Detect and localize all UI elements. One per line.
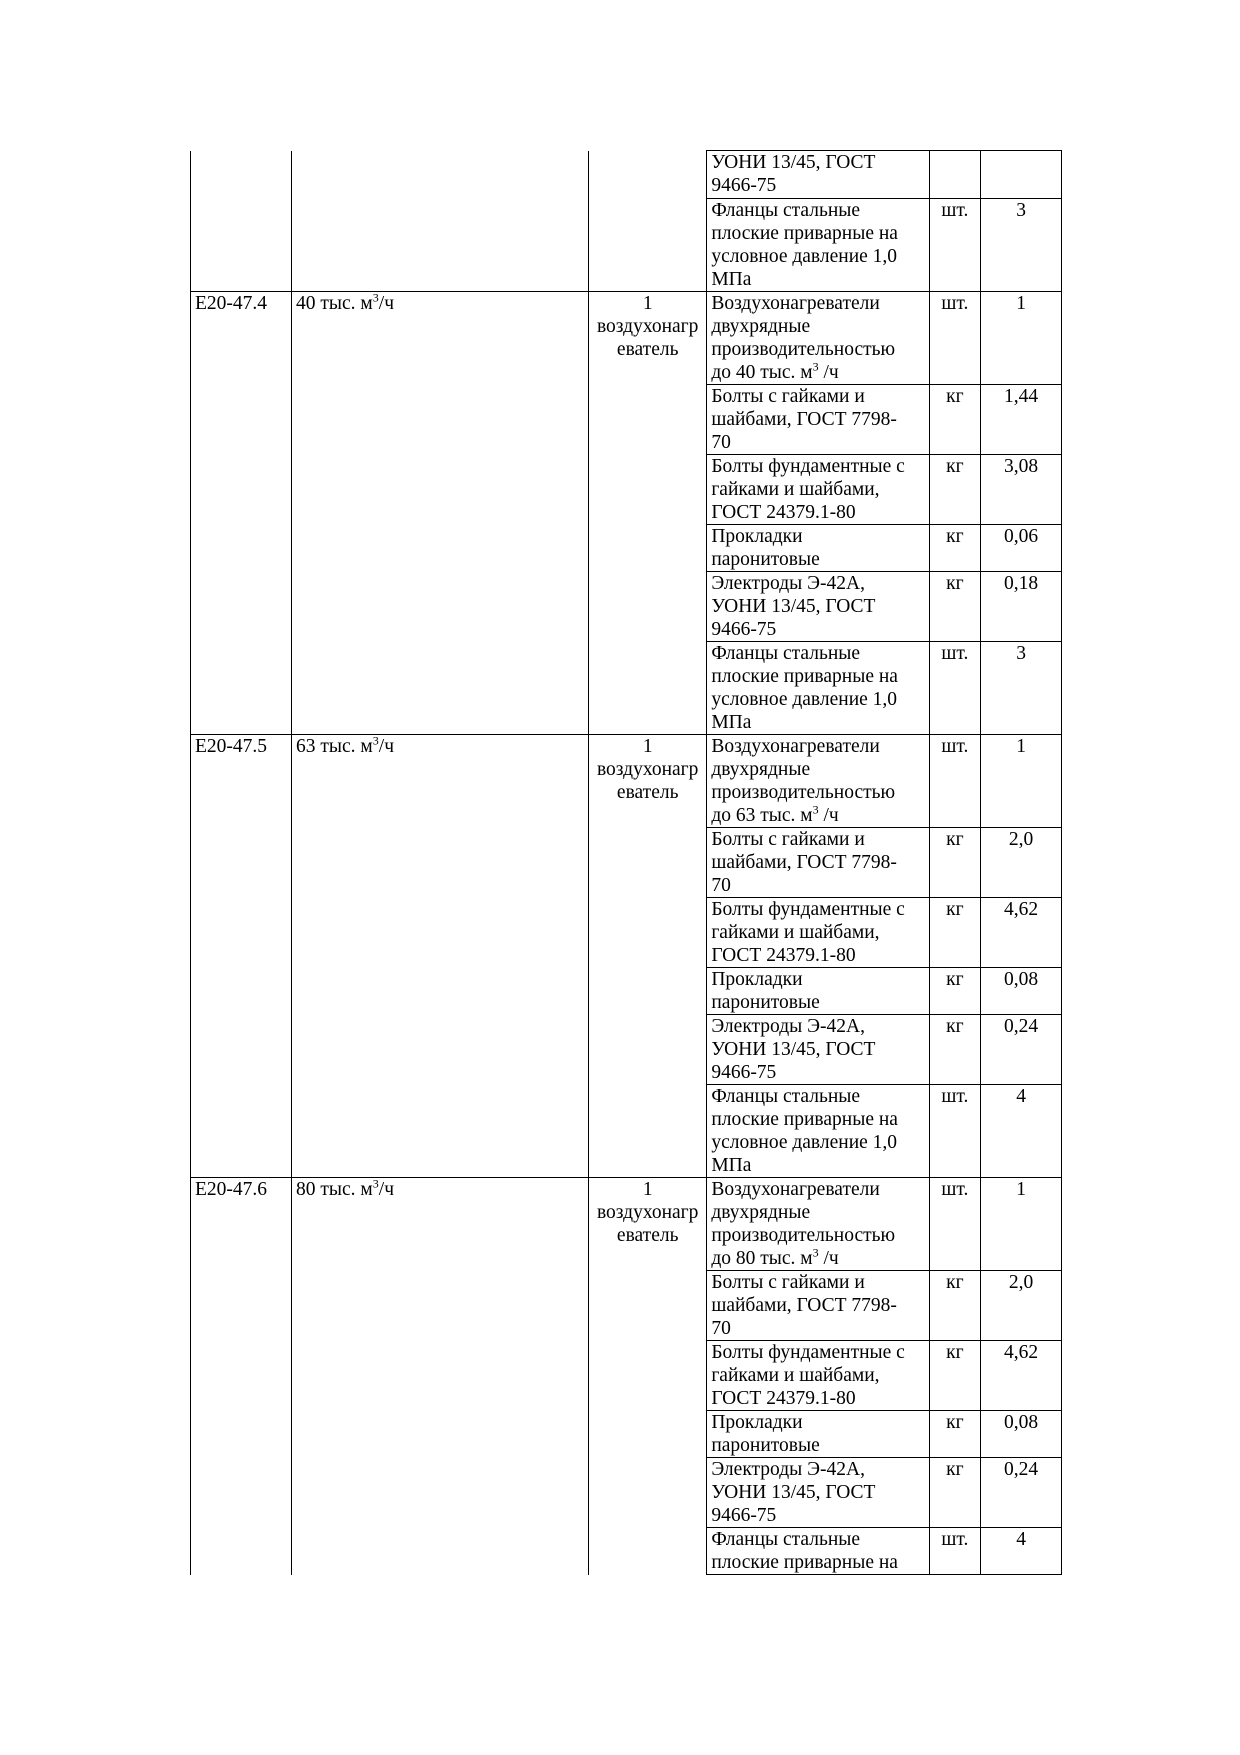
resource-unit [929, 525, 981, 572]
item-quantity [589, 151, 707, 199]
item-description-text: 80 тыс. м [296, 1179, 373, 1200]
item-quantity-text: 1 воздухонагр еватель [596, 293, 699, 360]
item-code [191, 525, 292, 572]
resource-value [981, 735, 1062, 828]
item-quantity [589, 199, 707, 292]
item-description-superscript: 3 [372, 1177, 379, 1191]
item-description [292, 525, 589, 572]
resource-unit [929, 1015, 981, 1085]
resource-value [981, 1341, 1062, 1411]
resource-value-text: 4,62 [1004, 1342, 1039, 1363]
resource-value [981, 1271, 1062, 1341]
resource-value [981, 642, 1062, 735]
table-row [191, 968, 1062, 1015]
resource-value [981, 572, 1062, 642]
item-description [292, 1528, 589, 1575]
item-code-text: Е20-47.5 [195, 736, 268, 757]
item-code-text: Е20-47.6 [195, 1179, 268, 1200]
resource-unit-text: шт. [941, 1179, 969, 1200]
resource-name [707, 292, 929, 385]
item-quantity [589, 1178, 707, 1271]
table-row [191, 572, 1062, 642]
resource-unit [929, 828, 981, 898]
resource-unit [929, 968, 981, 1015]
item-quantity [589, 455, 707, 525]
resource-name-text: Болты фундаментные с гайками и шайбами, ГОСТ 24379.1-80 [711, 1342, 905, 1409]
resource-name-text: Электроды Э-42А, УОНИ 13/45, ГОСТ 9466-75 [711, 1459, 876, 1526]
item-description [292, 642, 589, 735]
resource-name-text: Болты фундаментные с гайками и шайбами, ГОСТ 24379.1-80 [711, 456, 905, 523]
table-row [191, 525, 1062, 572]
resource-name [707, 151, 929, 199]
item-code [191, 968, 292, 1015]
item-description [292, 385, 589, 455]
resource-value-text: 2,0 [1008, 1272, 1034, 1293]
item-description [292, 455, 589, 525]
item-quantity [589, 968, 707, 1015]
item-code [191, 1085, 292, 1178]
item-quantity [589, 1458, 707, 1528]
resource-unit [929, 642, 981, 735]
resource-unit-text: кг [946, 1459, 964, 1480]
resource-value-text: 0,24 [1004, 1459, 1039, 1480]
resource-unit [929, 1341, 981, 1411]
table-row [191, 828, 1062, 898]
resource-name [707, 1178, 929, 1271]
resource-name [707, 572, 929, 642]
item-quantity [589, 525, 707, 572]
resource-name-text: Прокладки паронитовые [711, 526, 820, 570]
item-description [292, 1178, 589, 1271]
item-code [191, 292, 292, 385]
item-code [191, 572, 292, 642]
resource-unit [929, 1411, 981, 1458]
item-description [292, 1411, 589, 1458]
item-quantity [589, 1015, 707, 1085]
resource-unit [929, 292, 981, 385]
resource-unit-text: кг [946, 1342, 964, 1363]
item-quantity [589, 1411, 707, 1458]
item-description [292, 1015, 589, 1085]
resource-unit [929, 1271, 981, 1341]
resource-unit-text: кг [946, 386, 964, 407]
item-code [191, 642, 292, 735]
resource-unit-text: шт. [941, 643, 969, 664]
item-code [191, 898, 292, 968]
item-code [191, 1411, 292, 1458]
table-row [191, 1271, 1062, 1341]
item-code [191, 151, 292, 199]
resource-value [981, 898, 1062, 968]
resource-name-suffix: /ч [818, 362, 839, 383]
item-description [292, 1085, 589, 1178]
table-row [191, 1015, 1062, 1085]
item-quantity [589, 828, 707, 898]
item-code [191, 828, 292, 898]
resource-value-text: 1 [1016, 1179, 1026, 1200]
resource-name-text: Воздухонагреватели двухрядные производительностью до 80 тыс. м [711, 1179, 896, 1269]
resource-value [981, 292, 1062, 385]
resource-name [707, 1458, 929, 1528]
resource-name-superscript: 3 [812, 1245, 819, 1260]
resource-name [707, 1015, 929, 1085]
resource-value [981, 151, 1062, 199]
table-row [191, 898, 1062, 968]
resource-unit-text: кг [946, 1412, 964, 1433]
resource-value-text: 4,62 [1004, 899, 1039, 920]
table-row [191, 1528, 1062, 1575]
item-description-suffix: /ч [378, 736, 395, 757]
resource-value [981, 968, 1062, 1015]
item-description-suffix: /ч [378, 1179, 395, 1200]
resource-unit-text: шт. [941, 200, 969, 221]
item-quantity-text: 1 воздухонагр еватель [596, 736, 699, 803]
resource-name [707, 735, 929, 828]
resource-unit-text: кг [946, 573, 964, 594]
item-quantity [589, 642, 707, 735]
resource-name-text: Болты с гайками и шайбами, ГОСТ 7798- 70 [711, 829, 897, 896]
resource-name [707, 1085, 929, 1178]
item-description [292, 151, 589, 199]
resource-name-text: Воздухонагреватели двухрядные производительностью до 40 тыс. м [711, 293, 896, 383]
table-row [191, 199, 1062, 292]
resource-unit-text: кг [946, 456, 964, 477]
resource-unit [929, 455, 981, 525]
resource-table [190, 150, 1062, 1575]
table-row [191, 455, 1062, 525]
item-description-suffix: /ч [378, 293, 395, 314]
table-row-group-start [191, 735, 1062, 828]
item-description [292, 898, 589, 968]
item-description-text: 63 тыс. м [296, 736, 373, 757]
resource-value-text: 2,0 [1008, 829, 1034, 850]
resource-value-text: 1 [1016, 736, 1026, 757]
resource-unit-text: кг [946, 1016, 964, 1037]
resource-name [707, 199, 929, 292]
item-quantity [589, 1271, 707, 1341]
item-description-superscript: 3 [372, 291, 379, 305]
item-description [292, 968, 589, 1015]
table-row-group-start [191, 292, 1062, 385]
resource-unit-text: кг [946, 899, 964, 920]
resource-value [981, 525, 1062, 572]
table-row [191, 1458, 1062, 1528]
item-code [191, 1178, 292, 1271]
resource-name [707, 385, 929, 455]
resource-unit-text: шт. [941, 736, 969, 757]
item-code-text: Е20-47.4 [195, 293, 268, 314]
resource-unit [929, 1178, 981, 1271]
resource-unit [929, 1085, 981, 1178]
resource-value-text: 3 [1016, 200, 1026, 221]
resource-value [981, 455, 1062, 525]
resource-value-text: 4 [1016, 1529, 1026, 1550]
item-description [292, 1271, 589, 1341]
resource-value-text: 3,08 [1004, 456, 1039, 477]
resource-unit-text: шт. [941, 1086, 969, 1107]
item-quantity-text: 1 воздухонагр еватель [596, 1179, 699, 1246]
resource-name [707, 968, 929, 1015]
resource-value [981, 1085, 1062, 1178]
resource-value [981, 1528, 1062, 1575]
item-quantity [589, 1341, 707, 1411]
item-quantity [589, 292, 707, 385]
resource-name [707, 1271, 929, 1341]
resource-value-text: 1,44 [1004, 386, 1039, 407]
resource-name [707, 642, 929, 735]
resource-name-text: Электроды Э-42А, УОНИ 13/45, ГОСТ 9466-75 [711, 573, 876, 640]
item-quantity [589, 572, 707, 642]
item-code [191, 199, 292, 292]
table-row-group-start [191, 1178, 1062, 1271]
item-code [191, 735, 292, 828]
resource-value [981, 1015, 1062, 1085]
item-description [292, 735, 589, 828]
resource-unit-text: кг [946, 526, 964, 547]
resource-value-text: 0,24 [1004, 1016, 1039, 1037]
item-quantity [589, 735, 707, 828]
item-code [191, 1458, 292, 1528]
resource-unit [929, 1458, 981, 1528]
table-row [191, 1411, 1062, 1458]
resource-name-suffix: /ч [818, 1248, 839, 1269]
resource-name [707, 1341, 929, 1411]
table-row [191, 642, 1062, 735]
resource-name-superscript: 3 [812, 802, 819, 817]
resource-name [707, 455, 929, 525]
resource-value-text: 0,08 [1004, 969, 1039, 990]
item-description [292, 292, 589, 385]
resource-unit [929, 151, 981, 199]
item-code [191, 1528, 292, 1575]
resource-value [981, 828, 1062, 898]
table-row [191, 385, 1062, 455]
item-quantity [589, 1085, 707, 1178]
resource-unit [929, 735, 981, 828]
resource-unit [929, 1528, 981, 1575]
resource-name-text: Прокладки паронитовые [711, 1412, 820, 1456]
resource-unit-text: шт. [941, 293, 969, 314]
item-quantity [589, 1528, 707, 1575]
table-row [191, 151, 1062, 199]
item-description [292, 572, 589, 642]
item-code [191, 385, 292, 455]
resource-unit-text: кг [946, 969, 964, 990]
resource-value [981, 199, 1062, 292]
resource-unit [929, 199, 981, 292]
item-description [292, 199, 589, 292]
item-quantity [589, 898, 707, 968]
resource-value-text: 1 [1016, 293, 1026, 314]
resource-name [707, 1528, 929, 1575]
item-description [292, 1458, 589, 1528]
resource-value [981, 1458, 1062, 1528]
resource-name [707, 898, 929, 968]
resource-unit [929, 385, 981, 455]
item-code [191, 455, 292, 525]
resource-name-text: УОНИ 13/45, ГОСТ 9466-75 [711, 152, 876, 196]
resource-value [981, 1411, 1062, 1458]
resource-unit-text: кг [946, 1272, 964, 1293]
resource-name-text: Фланцы стальные плоские приварные на условное давление 1,0 МПа [711, 1086, 898, 1176]
resource-name-text: Воздухонагреватели двухрядные производительностью до 63 тыс. м [711, 736, 896, 826]
resource-table-body [191, 151, 1062, 1575]
table-row [191, 1341, 1062, 1411]
resource-name-text: Фланцы стальные плоские приварные на условное давление 1,0 МПа [711, 643, 898, 733]
resource-name-text: Фланцы стальные плоские приварные на условное давление 1,0 МПа [711, 200, 898, 290]
resource-name-text: Болты с гайками и шайбами, ГОСТ 7798- 70 [711, 386, 897, 453]
resource-unit-text: шт. [941, 1529, 969, 1550]
resource-name-text: Электроды Э-42А, УОНИ 13/45, ГОСТ 9466-75 [711, 1016, 876, 1083]
resource-name-text: Фланцы стальные плоские приварные на [711, 1529, 898, 1573]
resource-value [981, 1178, 1062, 1271]
table-row [191, 1085, 1062, 1178]
item-description-superscript: 3 [372, 734, 379, 748]
item-code [191, 1341, 292, 1411]
item-code [191, 1015, 292, 1085]
resource-value [981, 385, 1062, 455]
resource-value-text: 0,18 [1004, 573, 1039, 594]
resource-name [707, 1411, 929, 1458]
resource-unit [929, 898, 981, 968]
item-quantity [589, 385, 707, 455]
resource-unit [929, 572, 981, 642]
resource-name-text: Прокладки паронитовые [711, 969, 820, 1013]
resource-value-text: 0,08 [1004, 1412, 1039, 1433]
resource-name-text: Болты фундаментные с гайками и шайбами, ГОСТ 24379.1-80 [711, 899, 905, 966]
item-description [292, 828, 589, 898]
resource-name-text: Болты с гайками и шайбами, ГОСТ 7798- 70 [711, 1272, 897, 1339]
resource-name-superscript: 3 [812, 359, 819, 374]
resource-name-suffix: /ч [818, 805, 839, 826]
resource-value-text: 4 [1016, 1086, 1026, 1107]
resource-value-text: 3 [1016, 643, 1026, 664]
item-description-text: 40 тыс. м [296, 293, 373, 314]
resource-unit-text: кг [946, 829, 964, 850]
item-code [191, 1271, 292, 1341]
resource-name [707, 525, 929, 572]
item-description [292, 1341, 589, 1411]
resource-name [707, 828, 929, 898]
resource-value-text: 0,06 [1004, 526, 1039, 547]
